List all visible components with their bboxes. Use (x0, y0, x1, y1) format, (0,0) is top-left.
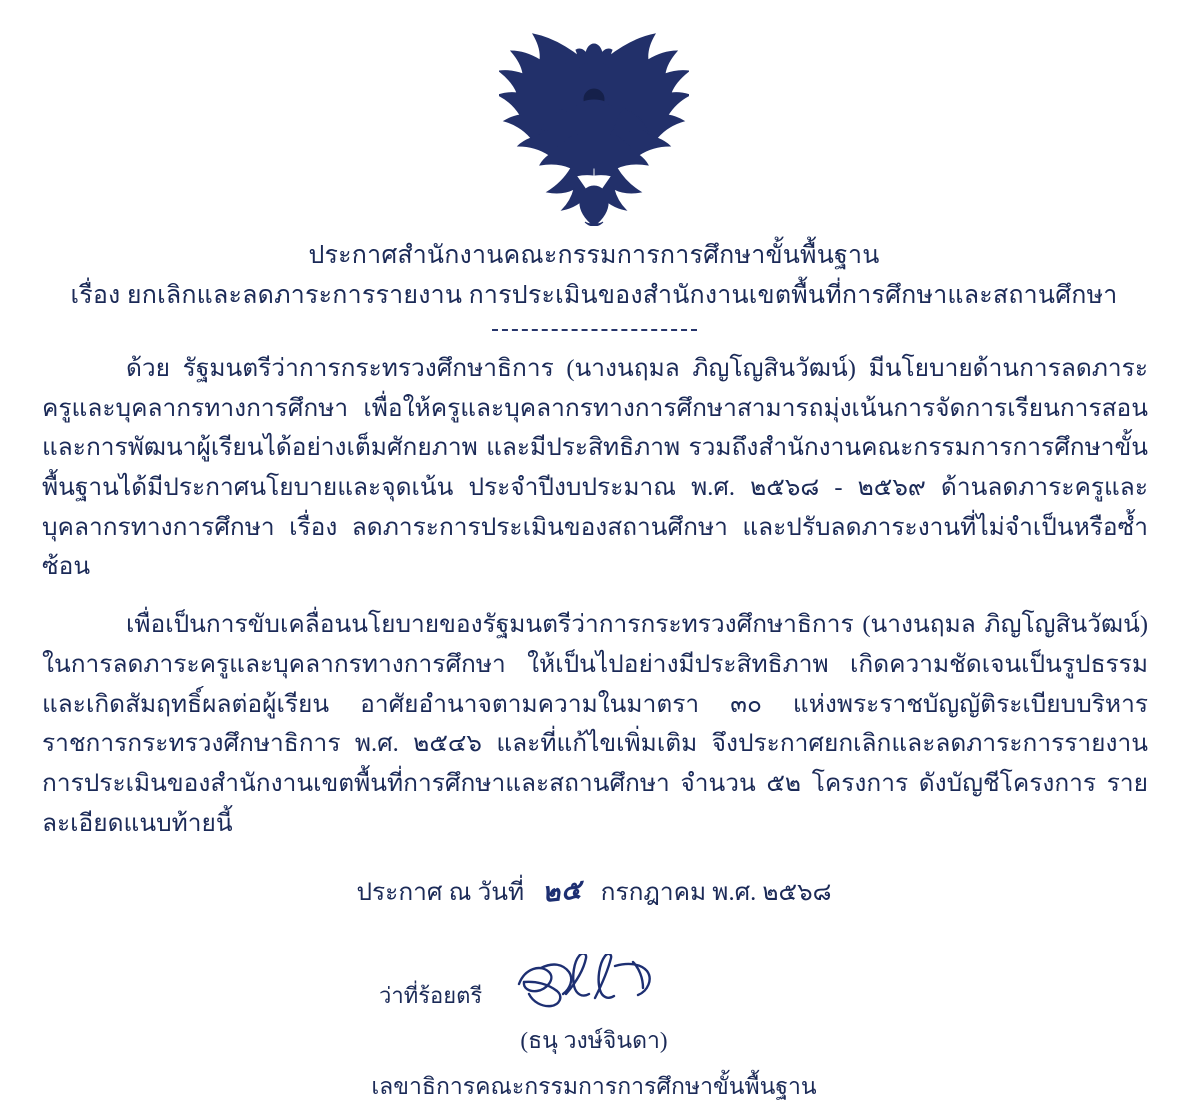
emblem-container (28, 0, 1160, 226)
paragraph-2: เพื่อเป็นการขับเคลื่อนนโยบายของรัฐมนตรีว่าการกระทรวงศึกษาธิการ (นางนฤมล ภิญโญสินวัฒน์) ในการลดภาระครูและบุคลากรทางการศึกษา ให้เป็นไปอย่างมีประสิทธิภาพ เกิดความชัดเจนเป็นรูปธรรม และเกิดสัมฤทธิ์ผลต่อผู้เรียน อาศัยอำนาจตามความในมาตรา ๓๐ แห่งพระราชบัญญัติระเบียบบริหารราชการกระทรวงศึกษาธิการ พ.ศ. ๒๕๔๖ และที่แก้ไขเพิ่มเติม จึงประกาศยกเลิกและลดภาระการรายงาน การประเมินของสำนักงานเขตพื้นที่การศึกษาและสถานศึกษา จำนวน ๕๒ โครงการ ดังบัญชีโครงการ รายละเอียดแนบท้ายนี้ (42, 611, 1148, 837)
document-body (28, 349, 1160, 843)
date-suffix: กรกฎาคม พ.ศ. ๒๕๖๘ (600, 879, 832, 907)
document-subtitle: เรื่อง ยกเลิกและลดภาระการรายงาน การประเมินของสำนักงานเขตพื้นที่การศึกษาและสถานศึกษา (70, 281, 1118, 309)
divider-rule (492, 329, 697, 331)
signer-position: เลขาธิการคณะกรรมการการศึกษาขั้นพื้นฐาน (371, 1074, 817, 1100)
garuda-emblem (499, 26, 689, 226)
date-prefix: ประกาศ ณ วันที่ (356, 879, 525, 907)
heading-block (28, 238, 1160, 331)
handwritten-day: ๒๕ (540, 874, 585, 910)
signature-block (28, 960, 1160, 1105)
announcement-date-line (28, 869, 1160, 912)
paragraph-1: ด้วย รัฐมนตรีว่าการกระทรวงศึกษาธิการ (นางนฤมล ภิญโญสินวัฒน์) มีนโยบายด้านการลดภาระครูและบุคลากรทางการศึกษา เพื่อให้ครูและบุคลากรทางการศึกษาสามารถมุ่งเน้นการจัดการเรียนการสอนและการพัฒนาผู้เรียนได้อย่างเต็มศักยภาพ และมีประสิทธิภาพ รวมถึงสำนักงานคณะกรรมการการศึกษาขั้นพื้นฐานได้มีประกาศนโยบายและจุดเน้น ประจำปีงบประมาณ พ.ศ. ๒๕๖๘ - ๒๕๖๙ ด้านลดภาระครูและบุคลากรทางการศึกษา เรื่อง ลดภาระการประเมินของสถานศึกษา และปรับลดภาระงานที่ไม่จำเป็นหรือซ้ำซ้อน (42, 355, 1148, 581)
signer-name: (ธนุ วงษ์จินดา) (520, 1028, 668, 1054)
signature-row (379, 960, 809, 1016)
handwritten-signature-icon (511, 954, 691, 1014)
signer-rank: ว่าที่ร้อยตรี (379, 983, 483, 1009)
document-title: ประกาศสำนักงานคณะกรรมการการศึกษาขั้นพื้นฐาน (308, 242, 880, 269)
